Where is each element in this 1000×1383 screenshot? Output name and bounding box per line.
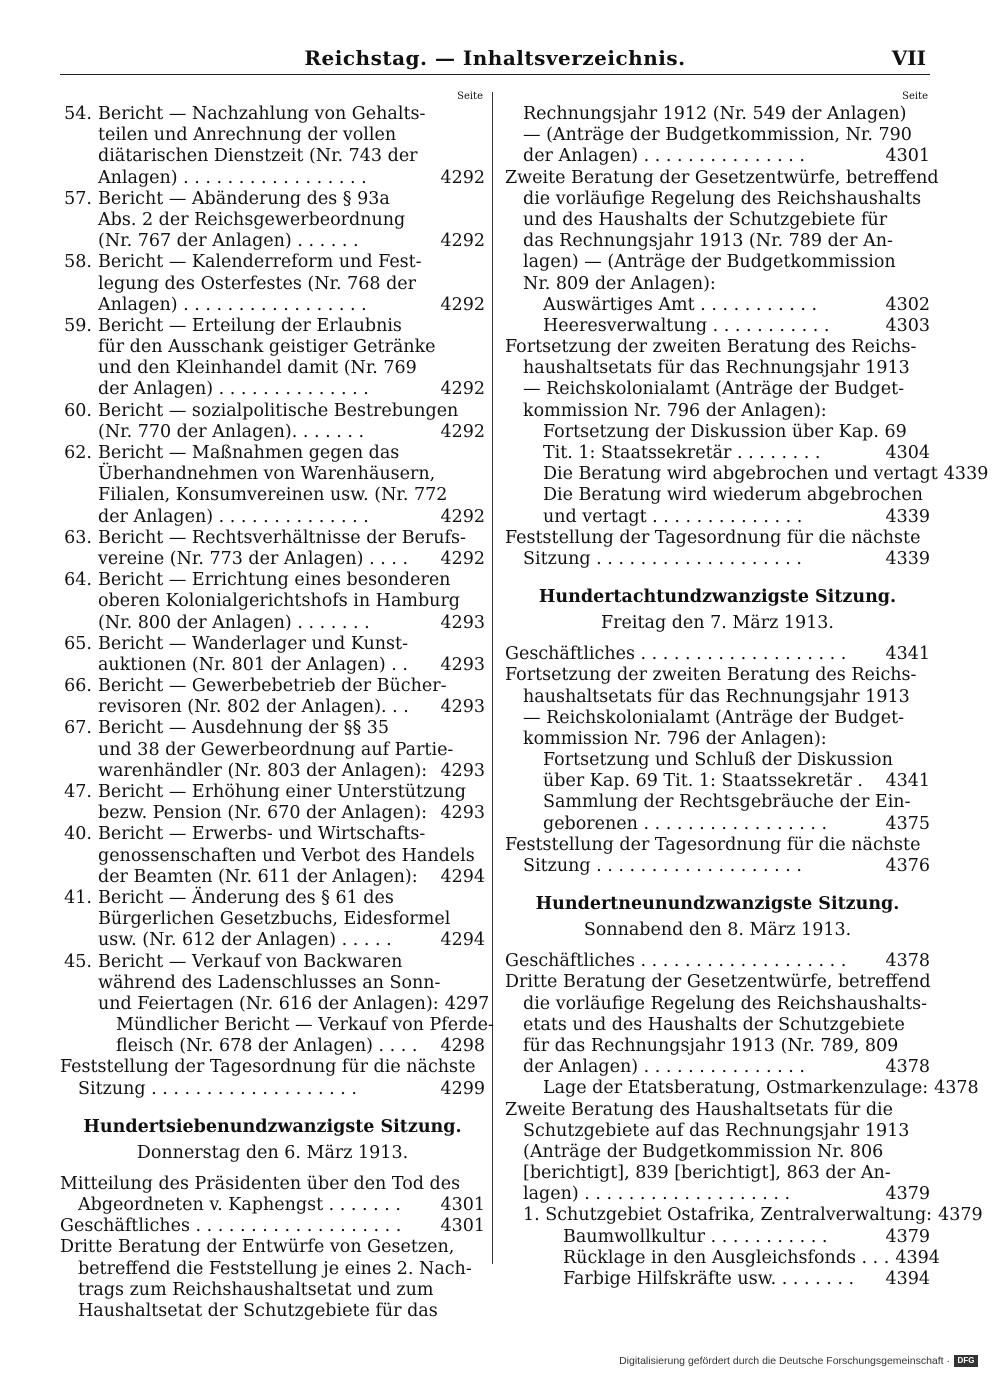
toc-entry: [505, 856, 930, 877]
section-date: Freitag den 7. März 1913.: [601, 613, 834, 634]
toc-entry: [505, 1036, 930, 1057]
entry-page: 4379: [885, 1226, 930, 1247]
entry-text: Abs. 2 der Reichsgewerbeordnung: [98, 209, 406, 230]
entry-text: — Reichskolonialamt (Anträge der Budget-: [523, 707, 905, 728]
entry-text: Bericht — Rechtsverhältnisse der Berufs-: [98, 527, 466, 548]
entry-text: Bericht — Erhöhung einer Unterstützung: [98, 782, 466, 802]
toc-entry: [505, 1078, 979, 1099]
entry-text: und vertagt . . . . . . . . . . . . . .: [543, 506, 803, 527]
entry-number: 65.: [64, 633, 92, 654]
toc-entry: [505, 665, 930, 686]
toc-entry: [60, 1280, 485, 1301]
entry-text: Bericht — Verkauf von Backwaren: [98, 951, 403, 972]
toc-entry: [505, 507, 930, 528]
toc-entry: [505, 1247, 940, 1269]
entry-text: Sammlung der Rechtsgebräuche der Ein-: [543, 792, 911, 813]
running-title: Reichstag. — Inhaltsverzeichnis.: [304, 46, 686, 70]
toc-entry: [505, 792, 930, 813]
toc-entry: [60, 422, 485, 443]
toc-entry: [60, 443, 485, 464]
toc-entry: [60, 952, 485, 973]
entry-text: 1. Schutzgebiet Ostafrika, Zentralverwaltung:: [523, 1205, 933, 1226]
entry-text: und 38 der Gewerbeordnung auf Partie-: [98, 739, 454, 760]
entry-text: Anlagen) . . . . . . . . . . . . . . . . .: [98, 294, 367, 315]
entry-text: warenhändler (Nr. 803 der Anlagen):: [98, 760, 428, 781]
left-column: [60, 90, 494, 1322]
entry-number: 54.: [64, 104, 92, 124]
toc-entry: [505, 1227, 930, 1248]
entry-text: Fortsetzung der zweiten Beratung des Reichs-: [505, 337, 917, 358]
toc-entry: [60, 1174, 485, 1195]
entry-text: haushaltsetats für das Rechnungsjahr 1913: [523, 358, 910, 379]
entry-text: Bericht — Kalenderreform und Fest-: [98, 252, 422, 273]
entry-page: 4294: [440, 930, 485, 951]
entry-text: Geschäftliches . . . . . . . . . . . . . . . . . . .: [505, 951, 847, 972]
entry-text: betreffend die Feststellung je eines 2. Nach-: [78, 1258, 472, 1279]
toc-entry: [60, 104, 485, 125]
toc-entry: [60, 295, 485, 316]
entry-number: 62.: [64, 443, 92, 463]
entry-text: der Anlagen) . . . . . . . . . . . . . .: [98, 506, 369, 527]
digitization-credit: [619, 1355, 978, 1367]
entry-text: trags zum Reichshaushaltsetat und zum: [78, 1279, 434, 1300]
entry-text: lagen) — (Anträge der Budgetkommission: [523, 252, 896, 273]
toc-entry: [60, 973, 485, 994]
toc-entry: [60, 591, 485, 612]
entry-text: Bericht — Änderung des § 61 des: [98, 887, 394, 908]
toc-entry: [505, 972, 930, 993]
page-number: VII: [891, 46, 926, 70]
toc-entry: [60, 549, 485, 570]
toc-entry: [60, 655, 485, 676]
entry-text: die vorläufige Regelung des Reichshaushalts: [523, 188, 922, 209]
toc-entry: [60, 1036, 485, 1057]
entry-number: 64.: [64, 570, 92, 591]
entry-page: 4378: [934, 1078, 979, 1099]
entry-text: teilen und Anrechnung der vollen: [98, 125, 397, 146]
toc-entry: [505, 708, 930, 729]
toc-entry: [505, 274, 930, 295]
entry-number: 67.: [64, 718, 92, 739]
entry-text: das Rechnungsjahr 1913 (Nr. 789 der An-: [523, 231, 893, 252]
entry-text: für das Rechnungsjahr 1913 (Nr. 789, 809: [523, 1035, 899, 1056]
entry-page: 4302: [885, 294, 930, 315]
entry-text: Bericht — Maßnahmen gegen das: [98, 443, 400, 463]
entry-text: Rücklage in den Ausgleichsfonds . . .: [563, 1247, 890, 1268]
toc-entry: [505, 1163, 930, 1184]
toc-entry: [505, 231, 930, 252]
toc-entry: [505, 549, 930, 570]
entry-text: Geschäftliches . . . . . . . . . . . . . . . . . . .: [505, 644, 847, 665]
entry-text: Feststellung der Tagesordnung für die nächste: [60, 1057, 476, 1078]
entry-text: vereine (Nr. 773 der Anlagen) . . . .: [98, 548, 409, 569]
entry-text: Baumwollkultur . . . . . . . . . . .: [563, 1226, 828, 1247]
toc-entry: [505, 379, 930, 400]
entry-text: Bericht — Gewerbebetrieb der Bücher-: [98, 676, 447, 697]
entry-text: [berichtigt], 839 [berichtigt], 863 der An-: [523, 1163, 891, 1184]
entry-number: 59.: [64, 315, 92, 336]
entry-number: 41.: [64, 887, 92, 908]
entry-text: bezw. Pension (Nr. 670 der Anlagen):: [98, 803, 428, 824]
toc-entry: [505, 644, 930, 665]
entry-page: 4293: [440, 697, 485, 718]
toc-entry: [505, 750, 930, 771]
toc-entry: [60, 993, 490, 1015]
toc-entry: [505, 337, 930, 358]
entry-text: Haushaltsetat der Schutzgebiete für das: [78, 1300, 438, 1321]
entry-page: 4292: [440, 421, 485, 442]
toc-entry: [505, 1184, 930, 1205]
toc-entry: [60, 1259, 485, 1280]
toc-entry: [60, 1301, 485, 1322]
entry-page: 4339: [885, 506, 930, 527]
toc-entry: [505, 210, 930, 231]
section-title: Hundertsiebenundzwanzigste Sitzung.: [83, 1116, 462, 1137]
toc-entry: [505, 464, 989, 485]
toc-entry: [505, 1205, 983, 1226]
entry-page: 4292: [440, 231, 485, 252]
toc-entry: [505, 422, 930, 443]
entry-page: 4339: [943, 464, 989, 485]
entry-text: für den Ausschank geistiger Getränke: [98, 337, 436, 358]
toc-entry: [60, 782, 485, 803]
entry-text: der Anlagen) . . . . . . . . . . . . . . .: [523, 1057, 805, 1078]
entry-page: 4341: [885, 644, 930, 665]
entry-number: 45.: [64, 951, 92, 972]
entry-text: Tit. 1: Staatssekretär . . . . . . . .: [543, 443, 821, 463]
toc-entry: [60, 1015, 494, 1036]
entry-page: 4301: [440, 1216, 485, 1237]
toc-entry: [60, 803, 485, 824]
entry-page: 4298: [440, 1036, 485, 1057]
toc-entry: [60, 697, 485, 718]
entry-text: Rechnungsjahr 1912 (Nr. 549 der Anlagen): [523, 104, 907, 124]
entry-text: oberen Kolonialgerichtshofs in Hamburg: [98, 591, 461, 612]
toc-entry: [60, 528, 485, 549]
entry-text: Überhandnehmen von Warenhäusern,: [98, 464, 436, 485]
section-date: Sonnabend den 8. März 1913.: [583, 920, 852, 941]
entry-text: Sitzung . . . . . . . . . . . . . . . . . . .: [523, 548, 802, 569]
entry-page: 4339: [885, 548, 930, 569]
toc-entry: [505, 814, 930, 835]
entry-number: 66.: [64, 676, 92, 697]
entry-page: 4292: [440, 294, 485, 315]
credit-text: Digitalisierung gefördert durch die Deutsche Forschungsgemeinschaft ·: [619, 1355, 950, 1367]
toc-entry: [60, 210, 485, 231]
entry-text: der Anlagen) . . . . . . . . . . . . . .: [98, 379, 369, 400]
entry-text: Geschäftliches . . . . . . . . . . . . . . . . . . .: [60, 1216, 402, 1237]
entry-page: 4293: [440, 612, 485, 633]
entry-text: Bericht — Erwerbs- und Wirtschafts-: [98, 824, 426, 845]
entry-text: Farbige Hilfskräfte usw. . . . . . . .: [563, 1269, 855, 1289]
entry-text: und den Kleinhandel damit (Nr. 769: [98, 358, 417, 379]
entry-page: 4292: [440, 548, 485, 569]
entry-text: Fortsetzung und Schluß der Diskussion: [543, 750, 893, 771]
seite-label: Seite: [457, 91, 483, 102]
toc-entry: [60, 867, 485, 888]
entry-text: die vorläufige Regelung des Reichshaushalts-: [523, 993, 928, 1014]
toc-entry: [60, 316, 485, 337]
entry-text: Dritte Beratung der Gesetzentwürfe, betreffend: [505, 972, 931, 993]
entry-number: 60.: [64, 400, 92, 421]
entry-text: und Feiertagen (Nr. 616 der Anlagen):: [98, 993, 439, 1014]
entry-text: Bericht — Errichtung eines besonderen: [98, 570, 451, 591]
entry-page: 4304: [885, 443, 930, 463]
toc-entry: [60, 507, 485, 528]
entry-page: 4297: [444, 993, 490, 1014]
toc-entry: [60, 761, 485, 782]
toc-entry: [505, 1015, 930, 1036]
toc-entry: [505, 1142, 930, 1163]
entry-page: 4394: [885, 1269, 930, 1289]
toc-entry: [505, 358, 930, 379]
entry-text: Bürgerlichen Gesetzbuchs, Eidesformel: [98, 909, 451, 930]
entry-text: Mitteilung des Präsidenten über den Tod des: [60, 1173, 461, 1194]
toc-entry: [60, 337, 485, 358]
toc-entry: [60, 464, 485, 485]
entry-text: genossenschaften und Verbot des Handels: [98, 845, 475, 866]
toc-entry: [60, 909, 485, 930]
entry-page: 4292: [440, 167, 485, 188]
entry-text: Lage der Etatsberatung, Ostmarkenzulage:: [543, 1078, 929, 1099]
entry-page: 4293: [440, 760, 485, 781]
toc-entry: [60, 274, 485, 295]
entry-text: revisoren (Nr. 802 der Anlagen). . .: [98, 697, 409, 718]
entry-text: und des Haushalts der Schutzgebiete für: [523, 209, 888, 230]
section-title: Hundertachtundzwanzigste Sitzung.: [538, 587, 897, 608]
toc-entry: [60, 1057, 485, 1078]
entry-text: Die Beratung wird abgebrochen und vertagt: [543, 464, 938, 485]
toc-entry: [505, 1100, 930, 1121]
section-date: Donnerstag den 6. März 1913.: [136, 1142, 409, 1163]
entry-text: (Nr. 800 der Anlagen) . . . . . . .: [98, 612, 370, 633]
toc-entry: [505, 252, 930, 273]
entry-number: 63.: [64, 527, 92, 548]
toc-entry: [60, 888, 485, 909]
toc-entry: [505, 528, 930, 549]
entry-text: geborenen . . . . . . . . . . . . . . . . .: [543, 813, 828, 834]
toc-entry: [505, 485, 930, 506]
entry-text: über Kap. 69 Tit. 1: Staatssekretär .: [543, 771, 863, 792]
entry-text: Fortsetzung der Diskussion über Kap. 69: [543, 421, 907, 442]
section-title: Hundertneunundzwanzigste Sitzung.: [535, 894, 900, 915]
entry-page: 4299: [440, 1078, 485, 1099]
entry-text: Bericht — Erteilung der Erlaubnis: [98, 315, 402, 336]
toc-entry: [505, 1057, 930, 1078]
left-entry-list: [60, 104, 494, 1100]
entry-page: 4292: [440, 506, 485, 527]
toc-entry: [505, 835, 930, 856]
toc-entry: [60, 1216, 485, 1237]
entry-text: legung des Osterfestes (Nr. 768 der: [98, 273, 416, 294]
right-entry-list: [505, 104, 989, 570]
entry-number: 40.: [64, 824, 92, 845]
toc-entry: [60, 379, 485, 400]
toc-entry: [60, 740, 485, 761]
dfg-logo: DFG: [954, 1355, 978, 1367]
toc-entry: [60, 1079, 485, 1100]
entry-text: Filialen, Konsumvereinen usw. (Nr. 772: [98, 485, 448, 506]
entry-text: (Nr. 770 der Anlagen). . . . . . .: [98, 421, 365, 442]
entry-text: diätarischen Dienstzeit (Nr. 743 der: [98, 146, 418, 167]
section-entry-list: [505, 951, 983, 1290]
toc-entry: [505, 443, 930, 464]
toc-entry: [60, 252, 485, 273]
entry-text: der Beamten (Nr. 611 der Anlagen):: [98, 866, 418, 887]
entry-text: Fortsetzung der zweiten Beratung des Reichs-: [505, 665, 917, 686]
entry-number: 57.: [64, 188, 92, 209]
entry-page: 4378: [885, 951, 930, 972]
entry-number: 47.: [64, 782, 92, 802]
seite-label: Seite: [902, 91, 928, 102]
entry-text: Auswärtiges Amt . . . . . . . . . . .: [543, 294, 818, 315]
entry-page: 4394: [895, 1247, 940, 1268]
entry-text: Zweite Beratung der Gesetzentwürfe, betreffend: [505, 167, 939, 188]
entry-text: kommission Nr. 796 der Anlagen):: [523, 728, 827, 749]
entry-text: Zweite Beratung des Haushaltsetats für die: [505, 1099, 893, 1120]
entry-text: Anlagen) . . . . . . . . . . . . . . . . .: [98, 167, 367, 188]
entry-page: 4301: [885, 146, 930, 167]
page-header: [60, 44, 930, 75]
entry-text: Schutzgebiete auf das Rechnungsjahr 1913: [523, 1120, 910, 1141]
entry-text: kommission Nr. 796 der Anlagen):: [523, 400, 827, 421]
entry-text: während des Ladenschlusses an Sonn-: [98, 972, 441, 993]
entry-text: etats und des Haushalts der Schutzgebiete: [523, 1014, 905, 1035]
entry-text: Abgeordneten v. Kaphengst . . . . . . .: [78, 1195, 401, 1215]
entry-text: auktionen (Nr. 801 der Anlagen) . .: [98, 654, 408, 675]
toc-entry: [60, 401, 485, 422]
toc-entry: [505, 295, 930, 316]
entry-text: (Anträge der Budgetkommission Nr. 806: [523, 1141, 884, 1162]
right-column: [505, 90, 989, 1290]
entry-text: Sitzung . . . . . . . . . . . . . . . . . . .: [78, 1078, 357, 1099]
toc-entry: [505, 401, 930, 422]
section-entry-list: [60, 1174, 485, 1322]
toc-entry: [60, 846, 485, 867]
toc-entry: [60, 189, 485, 210]
toc-entry: [505, 994, 930, 1015]
entry-text: Bericht — sozialpolitische Bestrebungen: [98, 400, 459, 421]
toc-entry: [505, 125, 930, 146]
toc-entry: [60, 570, 485, 591]
entry-text: Nr. 809 der Anlagen):: [523, 273, 716, 294]
entry-text: der Anlagen) . . . . . . . . . . . . . . .: [523, 146, 805, 167]
toc-entry: [505, 1269, 930, 1290]
section-entry-list: [505, 644, 930, 877]
toc-entry: [505, 1121, 930, 1142]
toc-entry: [60, 676, 485, 697]
toc-entry: [505, 316, 930, 337]
entry-page: 4375: [885, 813, 930, 834]
toc-entry: [60, 1237, 485, 1258]
entry-text: haushaltsetats für das Rechnungsjahr 1913: [523, 686, 910, 707]
entry-page: 4301: [440, 1195, 485, 1215]
toc-entry: [60, 824, 485, 845]
toc-entry: [60, 168, 485, 189]
toc-entry: [505, 771, 930, 792]
entry-page: 4294: [440, 866, 485, 887]
toc-entry: [60, 1195, 485, 1216]
toc-entry: [60, 231, 485, 252]
entry-page: 4379: [885, 1184, 930, 1205]
entry-text: Dritte Beratung der Entwürfe von Gesetzen,: [60, 1237, 455, 1258]
entry-number: 58.: [64, 252, 92, 273]
entry-text: — (Anträge der Budgetkommission, Nr. 790: [523, 125, 912, 146]
entry-text: Bericht — Abänderung des § 93a: [98, 188, 390, 209]
entry-page: 4378: [885, 1057, 930, 1078]
toc-entry: [60, 930, 485, 951]
toc-entry: [505, 189, 930, 210]
entry-text: Bericht — Wanderlager und Kunst-: [98, 633, 408, 654]
toc-entry: [60, 125, 485, 146]
entry-page: 4379: [938, 1205, 983, 1226]
toc-entry: [505, 167, 939, 189]
entry-page: 4293: [440, 803, 485, 824]
entry-text: Sitzung . . . . . . . . . . . . . . . . . . .: [523, 856, 802, 876]
entry-text: — Reichskolonialamt (Anträge der Budget-: [523, 379, 905, 400]
toc-entry: [505, 729, 930, 750]
toc-entry: [505, 951, 930, 972]
entry-text: Mündlicher Bericht — Verkauf von Pferde-: [116, 1015, 494, 1036]
toc-entry: [60, 613, 485, 634]
toc-entry: [505, 146, 930, 167]
entry-text: Feststellung der Tagesordnung für die nächste: [505, 527, 921, 548]
entry-page: 4292: [440, 379, 485, 400]
entry-text: Bericht — Nachzahlung von Gehalts-: [98, 104, 426, 124]
toc-entry: [60, 485, 485, 506]
entry-text: fleisch (Nr. 678 der Anlagen) . . . .: [116, 1036, 418, 1057]
entry-text: Heeresverwaltung . . . . . . . . . . .: [543, 315, 830, 336]
toc-entry: [60, 358, 485, 379]
toc-entry: [60, 634, 485, 655]
entry-text: usw. (Nr. 612 der Anlagen) . . . . .: [98, 930, 392, 951]
entry-text: Bericht — Ausdehnung der §§ 35: [98, 718, 390, 739]
entry-text: lagen) . . . . . . . . . . . . . . . . . . .: [523, 1184, 791, 1205]
column-divider: [492, 92, 493, 1264]
entry-page: 4293: [440, 654, 485, 675]
entry-page: 4303: [885, 315, 930, 336]
entry-page: 4376: [885, 856, 930, 876]
entry-page: 4341: [885, 771, 930, 792]
toc-entry: [505, 104, 930, 125]
toc-entry: [60, 718, 485, 739]
entry-text: Feststellung der Tagesordnung für die nächste: [505, 834, 921, 855]
entry-text: Die Beratung wird wiederum abgebrochen: [543, 485, 923, 506]
entry-text: (Nr. 767 der Anlagen) . . . . . .: [98, 231, 359, 252]
toc-entry: [505, 687, 930, 708]
toc-entry: [60, 146, 485, 167]
